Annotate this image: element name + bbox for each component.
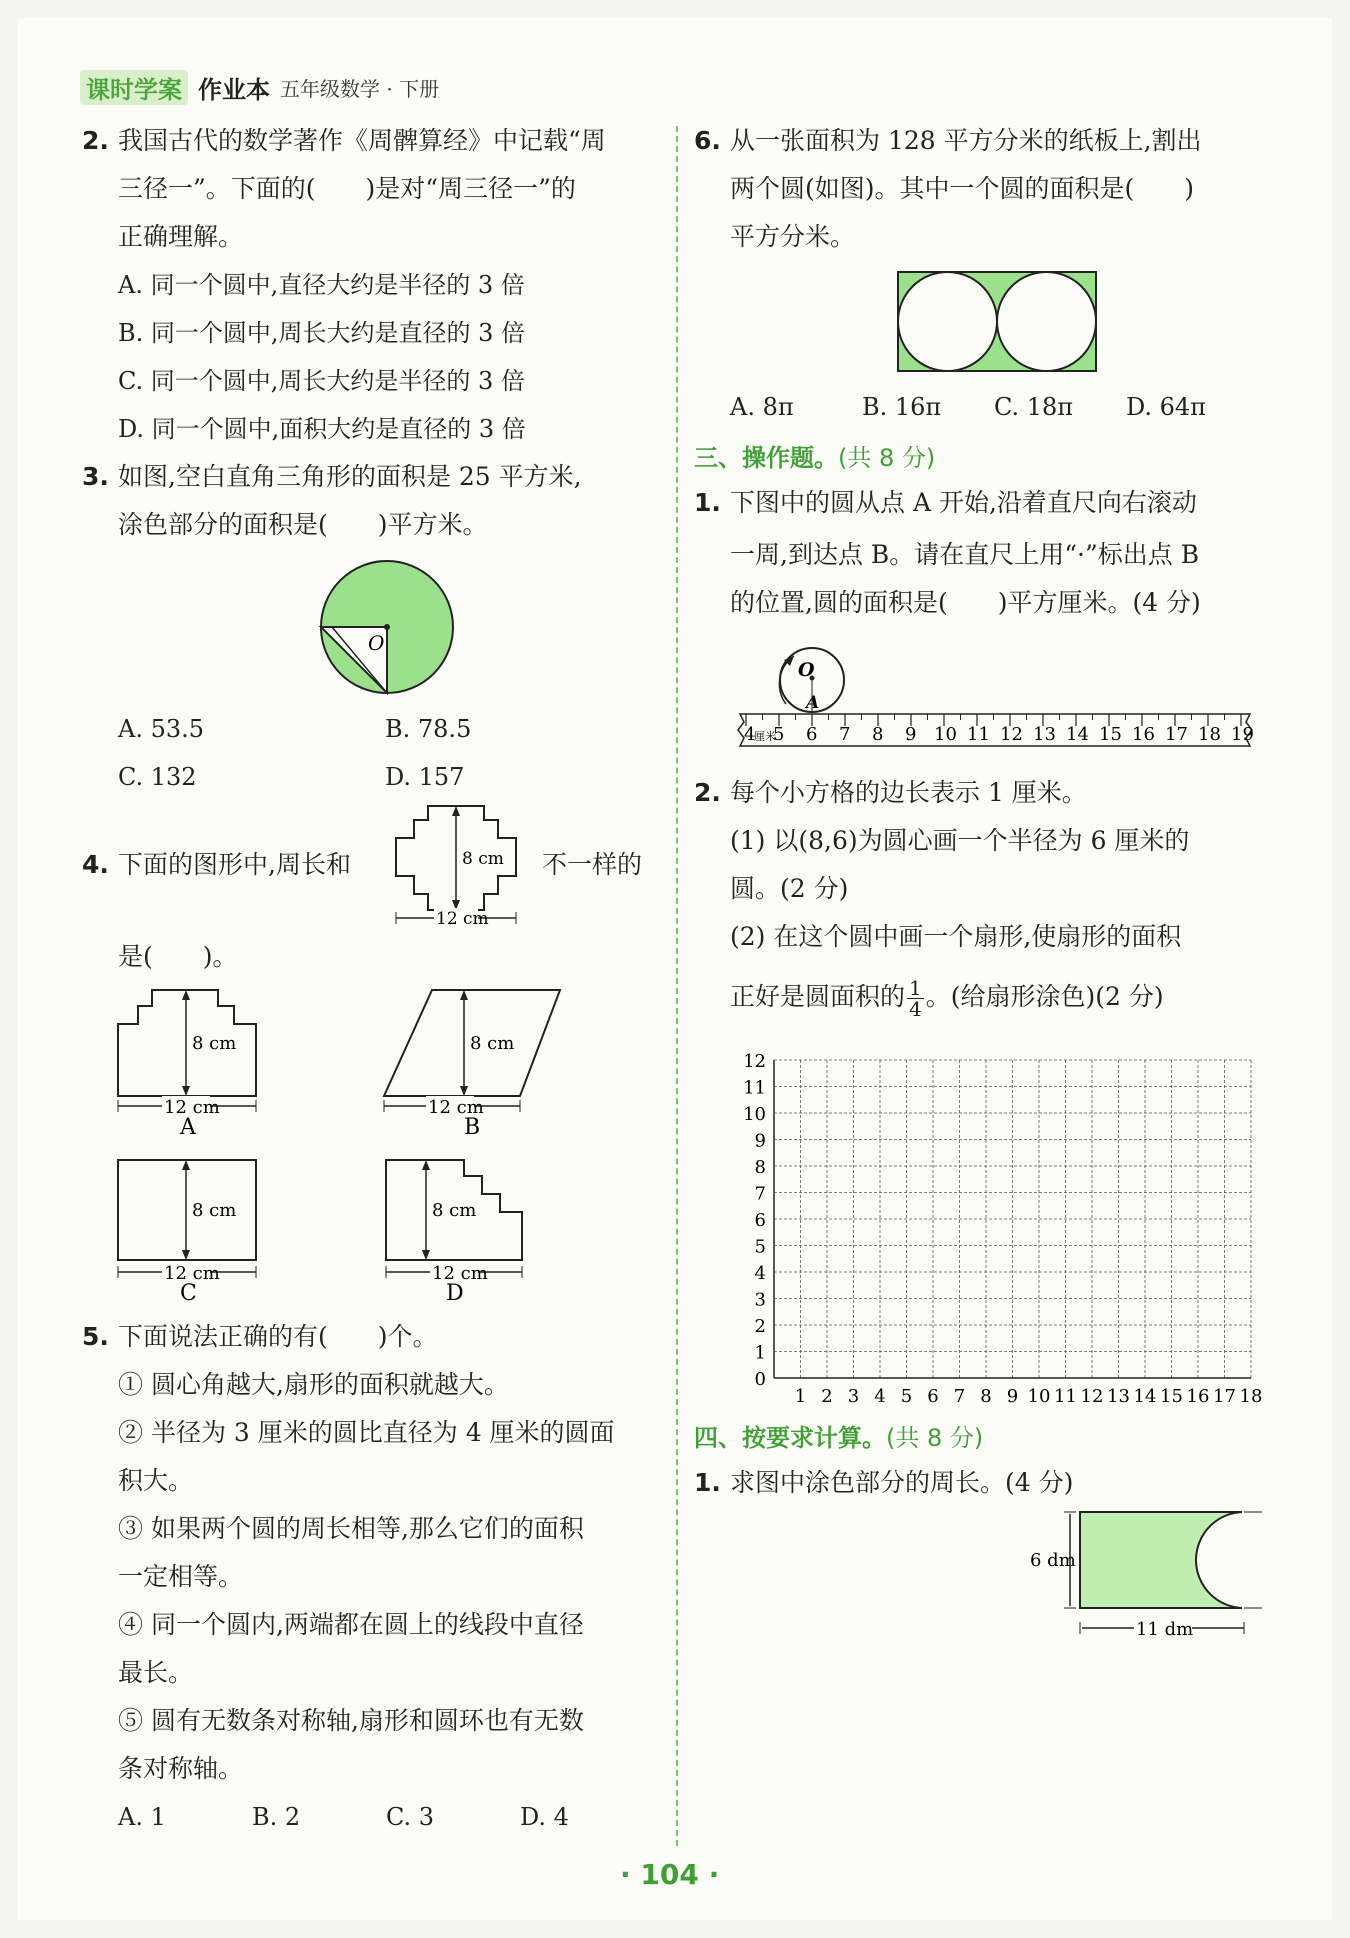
grid-y-label: 4 — [754, 1263, 766, 1284]
q5-item-4-cont: 最长。 — [118, 1658, 194, 1687]
q6-two-circles-figure — [896, 270, 1100, 376]
section-3-points: (共 8 分) — [838, 444, 936, 472]
op1-line2: 一周,到达点 B。请在直尺上用“·”标出点 B — [730, 540, 1200, 569]
ruler-tick-label: 19 — [1231, 724, 1254, 745]
q4-shape-b — [380, 986, 570, 1140]
op1-ruler-figure — [734, 636, 1254, 760]
q3-option-b: B. 78.5 — [385, 715, 472, 743]
page-number: · 104 · — [620, 1858, 720, 1891]
ruler-tick-label: 16 — [1132, 724, 1155, 745]
fraction-denominator: 4 — [909, 997, 922, 1021]
grid-y-label: 12 — [743, 1051, 766, 1072]
grade-label: 五年级数学 · 下册 — [280, 76, 440, 101]
q5-item-1: ① 圆心角越大,扇形的面积就越大。 — [118, 1370, 509, 1399]
q5-item-2-cont: 积大。 — [118, 1466, 194, 1495]
q5-item-3: ③ 如果两个圆的周长相等,那么它们的面积 — [118, 1514, 584, 1543]
q5-item-4: ④ 同一个圆内,两端都在圆上的线段中直径 — [118, 1610, 584, 1639]
grid-x-label: 3 — [847, 1386, 860, 1407]
q4-line1-a: 下面的图形中,周长和 — [118, 850, 351, 879]
op1-point-a-label: A — [806, 693, 820, 713]
grid-x-label: 6 — [927, 1386, 939, 1407]
grid-x-label: 1 — [794, 1386, 807, 1407]
section-4-heading — [694, 1418, 983, 1453]
op2-sub2-text: 正好是圆面积的 — [730, 982, 906, 1011]
q3-line1: 如图,空白直角三角形的面积是 25 平方米, — [118, 462, 582, 491]
q5-number: 5. — [82, 1322, 109, 1351]
grid-x-label: 7 — [953, 1386, 966, 1407]
q6-option-c: C. 18π — [994, 393, 1074, 421]
op2-sub1-line1: (1) 以(8,6)为圆心画一个半径为 6 厘米的 — [730, 826, 1190, 855]
q2-option-a: A. 同一个圆中,直径大约是半径的 3 倍 — [118, 271, 525, 299]
ruler-tick-label: 17 — [1165, 724, 1188, 745]
column-divider — [676, 126, 678, 1846]
calc1-width-label: 11 dm — [1136, 1619, 1194, 1640]
ruler-tick-label: 7 — [839, 724, 851, 745]
grid-y-label: 5 — [754, 1236, 766, 1258]
q4-shape-d-width: 12 cm — [432, 1263, 488, 1284]
ruler-unit: 厘米 — [754, 730, 776, 743]
grid-y-label: 7 — [754, 1183, 766, 1205]
q4-shape-d-height: 8 cm — [432, 1200, 477, 1221]
q6-line3: 平方分米。 — [730, 222, 856, 251]
op2-line: 每个小方格的边长表示 1 厘米。 — [730, 778, 1087, 807]
q4-reference-figure — [388, 800, 538, 928]
q2-number: 2. — [82, 126, 109, 155]
ruler-tick-label: 15 — [1099, 724, 1122, 745]
grid-x-label: 2 — [821, 1386, 833, 1407]
calc1-line: 求图中涂色部分的周长。(4 分) — [730, 1468, 1074, 1497]
grid-x-label: 17 — [1213, 1386, 1236, 1407]
q4-shape-a-width: 12 cm — [164, 1097, 220, 1118]
section-3-heading — [694, 438, 935, 473]
grid-x-label: 10 — [1027, 1386, 1051, 1407]
op2-number: 2. — [694, 778, 721, 807]
grid-y-label: 11 — [743, 1077, 766, 1099]
q6-option-b: B. 16π — [862, 393, 942, 421]
q4-shape-c-width: 12 cm — [164, 1263, 220, 1284]
op1-line3: 的位置,圆的面积是( )平方厘米。(4 分) — [730, 588, 1201, 617]
grid-y-label: 1 — [754, 1342, 766, 1364]
brand-subtitle: 作业本 — [198, 75, 270, 104]
q2-line2: 三径一”。下面的( )是对“周三径一”的 — [118, 174, 576, 203]
q4-ref-height: 8 cm — [462, 849, 504, 869]
q4-shape-d-label: D — [446, 1281, 464, 1306]
q4-ref-width: 12 cm — [436, 909, 489, 929]
brand-name: 课时学案 — [80, 70, 188, 105]
ruler-tick-label: 4 — [744, 724, 756, 745]
q6-line1: 从一张面积为 128 平方分米的纸板上,割出 — [730, 126, 1202, 155]
grid-y-label: 10 — [743, 1104, 766, 1125]
q6-option-a: A. 8π — [730, 393, 794, 421]
op1-line1: 下图中的圆从点 A 开始,沿着直尺向右滚动 — [730, 488, 1197, 517]
calc1-height-label: 6 dm — [1030, 1550, 1076, 1571]
q4-shape-b-width: 12 cm — [428, 1097, 484, 1118]
grid-x-label: 11 — [1054, 1386, 1077, 1407]
op2-sub2-line2 — [730, 978, 1164, 1019]
op2-sub2-line1: (2) 在这个圆中画一个扇形,使扇形的面积 — [730, 922, 1182, 951]
grid-x-label: 5 — [900, 1386, 913, 1407]
fraction-numerator: 1 — [909, 976, 922, 1000]
q3-option-c: C. 132 — [118, 763, 197, 791]
q3-number: 3. — [82, 462, 109, 491]
ruler-tick-label: 13 — [1033, 724, 1056, 745]
ruler-tick-label: 11 — [967, 724, 990, 745]
q3-option-d: D. 157 — [385, 763, 465, 791]
q4-shape-a-height: 8 cm — [192, 1033, 237, 1054]
section-3-title: 三、操作题。 — [694, 444, 838, 472]
ruler-tick-label: 5 — [773, 724, 785, 745]
ruler-tick-label: 8 — [872, 724, 884, 745]
op1-number: 1. — [694, 488, 721, 517]
quarter-fraction — [907, 978, 924, 1019]
q4-shape-a-label: A — [180, 1115, 196, 1140]
q4-shape-a — [112, 986, 262, 1140]
q3-option-a: A. 53.5 — [118, 715, 205, 743]
ruler-tick-label: 14 — [1066, 724, 1089, 745]
q5-line: 下面说法正确的有( )个。 — [118, 1322, 438, 1351]
grid-x-label: 18 — [1239, 1386, 1263, 1407]
ruler-tick-label: 18 — [1198, 724, 1221, 745]
q5-item-5: ⑤ 圆有无数条对称轴,扇形和圆环也有无数 — [118, 1706, 584, 1735]
ruler-tick-label: 12 — [1000, 724, 1023, 745]
q4-shape-d — [380, 1154, 540, 1304]
calc1-number: 1. — [694, 1468, 721, 1497]
q4-line1-b: 不一样的 — [542, 850, 643, 879]
coordinate-grid[interactable] — [730, 1048, 1263, 1408]
grid-axis-labels — [743, 1051, 1262, 1407]
grid-y-label: 0 — [754, 1369, 766, 1390]
calc1-figure — [1026, 1508, 1266, 1648]
q4-line2: 是( )。 — [118, 942, 238, 971]
q4-shape-b-height: 8 cm — [470, 1033, 515, 1054]
q4-number: 4. — [82, 850, 109, 879]
q5-option-b: B. 2 — [252, 1803, 301, 1831]
q4-shape-c-height: 8 cm — [192, 1200, 237, 1221]
ruler-tick-label: 6 — [806, 724, 818, 745]
section-4-points: (共 8 分) — [886, 1424, 984, 1452]
grid-x-label: 12 — [1080, 1386, 1104, 1407]
q2-line3: 正确理解。 — [118, 222, 244, 251]
grid-x-label: 15 — [1160, 1386, 1183, 1407]
op1-center-label: O — [798, 659, 815, 681]
grid-x-label: 8 — [980, 1386, 992, 1407]
grid-x-label: 13 — [1107, 1386, 1130, 1407]
grid-x-label: 16 — [1186, 1386, 1210, 1407]
q3-center-label: O — [368, 631, 385, 655]
q6-option-d: D. 64π — [1126, 393, 1206, 421]
q5-option-c: C. 3 — [386, 1803, 435, 1831]
grid-y-label: 9 — [754, 1130, 766, 1152]
q2-option-d: D. 同一个圆中,面积大约是直径的 3 倍 — [118, 415, 526, 443]
op2-sub1-line2: 圆。(2 分) — [730, 874, 849, 903]
grid-y-label: 8 — [754, 1157, 766, 1178]
q4-shape-c-label: C — [180, 1281, 197, 1306]
grid-y-label: 6 — [754, 1210, 766, 1231]
grid-x-label: 9 — [1006, 1386, 1019, 1407]
grid-y-label: 2 — [754, 1316, 766, 1337]
ruler-tick-label: 9 — [905, 724, 917, 745]
q4-shape-b-label: B — [464, 1115, 481, 1140]
q2-line1: 我国古代的数学著作《周髀算经》中记载“周 — [118, 126, 606, 155]
grid-lines — [774, 1060, 1251, 1378]
q4-shape-c — [112, 1154, 262, 1304]
grid-x-label: 4 — [874, 1386, 886, 1407]
q6-number: 6. — [694, 126, 721, 155]
q3-circle-figure — [312, 552, 462, 702]
q5-option-a: A. 1 — [118, 1803, 166, 1831]
op2-sub2-tail: 。(给扇形涂色)(2 分) — [925, 982, 1164, 1011]
q2-option-c: C. 同一个圆中,周长大约是半径的 3 倍 — [118, 367, 525, 395]
q2-option-b: B. 同一个圆中,周长大约是直径的 3 倍 — [118, 319, 526, 347]
ruler-tick-label: 10 — [934, 724, 957, 745]
header — [80, 70, 439, 104]
section-4-title: 四、按要求计算。 — [694, 1424, 886, 1452]
q5-item-2: ② 半径为 3 厘米的圆比直径为 4 厘米的圆面 — [118, 1418, 615, 1447]
q3-line2: 涂色部分的面积是( )平方米。 — [118, 510, 488, 539]
q5-option-d: D. 4 — [520, 1803, 569, 1831]
grid-x-label: 14 — [1133, 1386, 1157, 1407]
q5-item-3-cont: 一定相等。 — [118, 1562, 244, 1591]
q6-line2: 两个圆(如图)。其中一个圆的面积是( ) — [730, 174, 1195, 203]
grid-y-label: 3 — [754, 1289, 766, 1311]
q5-item-5-cont: 条对称轴。 — [118, 1754, 244, 1783]
